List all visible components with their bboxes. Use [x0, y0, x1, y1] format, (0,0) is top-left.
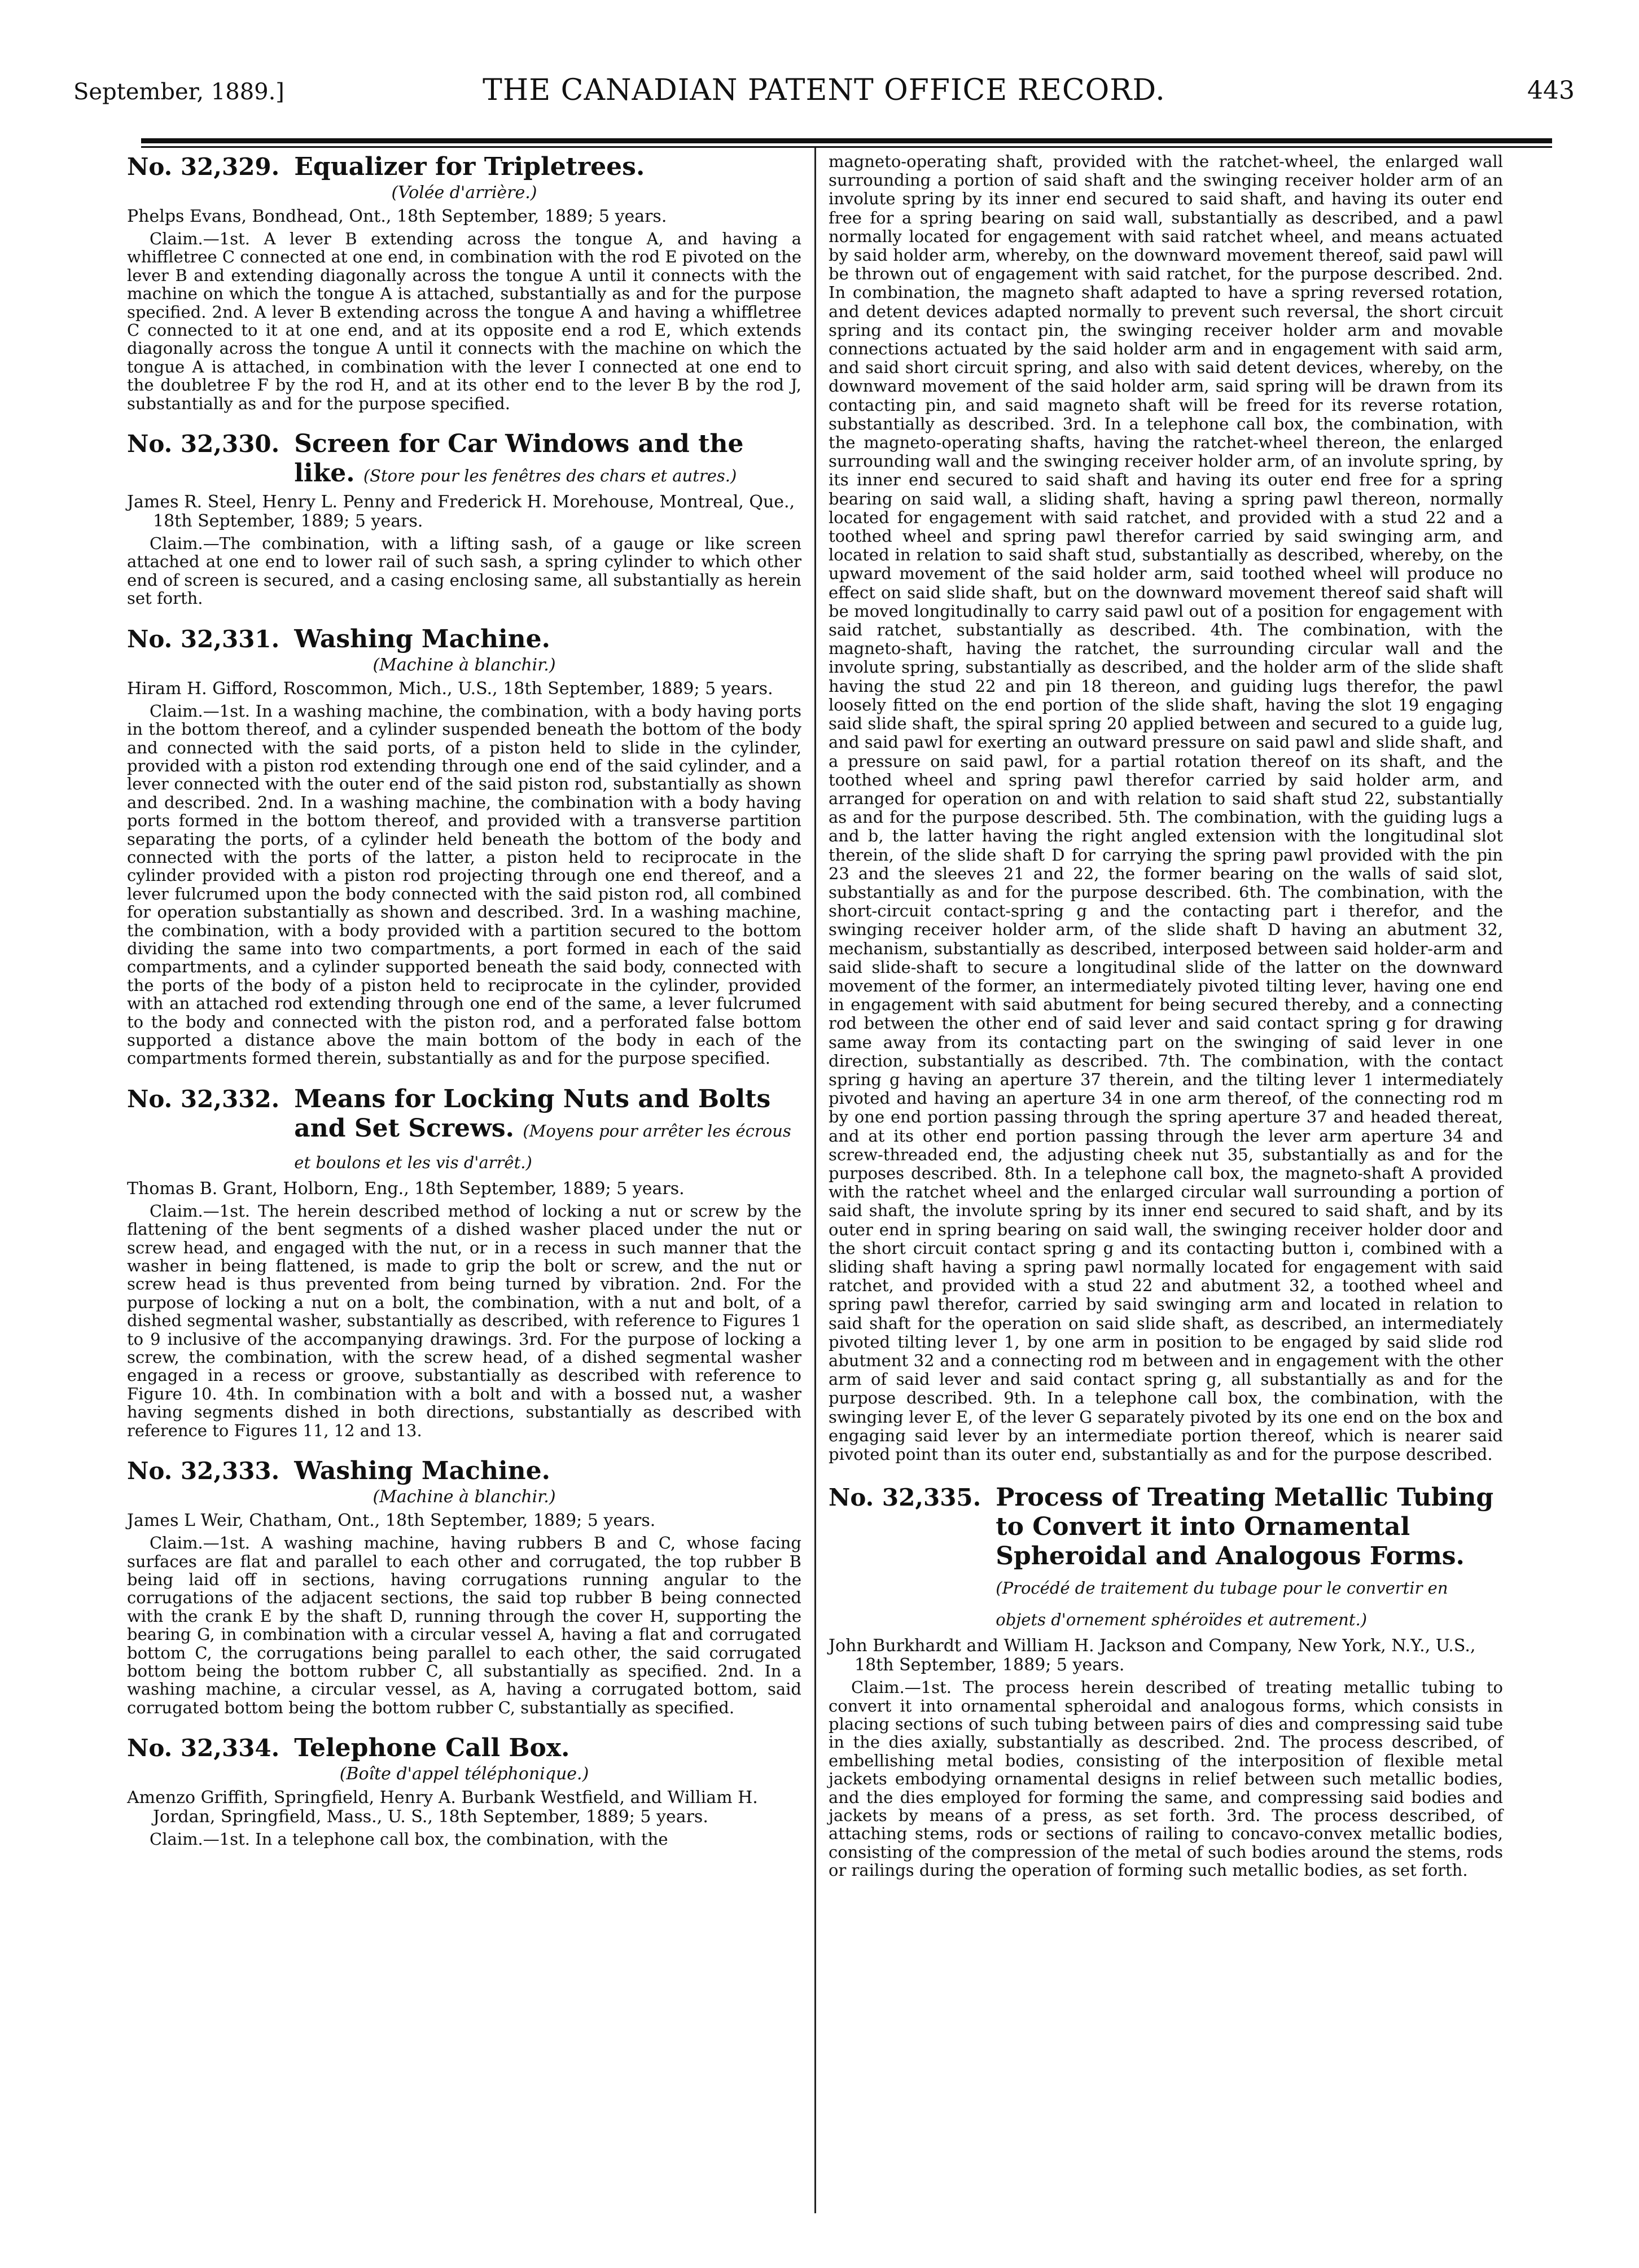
patent-entry-32333 — [127, 1457, 801, 1717]
left-column — [127, 152, 801, 1866]
patent-number: No. 32,334. — [127, 1734, 280, 1762]
header-rule-thin — [141, 146, 1552, 148]
patentee: John Burkhardt and William H. Jackson and Company, New York, N.Y., U.S., 18th September, 1889; 5 years. — [829, 1636, 1476, 1675]
french-title: (Boîte d'appel téléphonique.) — [339, 1764, 589, 1784]
french-title: (Machine à blanchir.) — [373, 655, 556, 675]
patent-title-text: Screen for Car Windows and the like. — [294, 429, 744, 488]
patent-entry-32335 — [829, 1483, 1503, 1879]
claim-text: Claim.—1st. In a telephone call box, the combination, with the — [150, 1830, 668, 1849]
patent-number: No. 32,332. — [127, 1085, 280, 1113]
patentee: James R. Steel, Henry L. Penny and Frederick H. Morehouse, Montreal, Que., 18th September, 1889; 5 years. — [127, 492, 795, 532]
patent-number: No. 32,333. — [127, 1457, 280, 1485]
french-title: (Machine à blanchir.) — [373, 1487, 556, 1507]
entry-heading — [127, 1734, 801, 1763]
patent-entry-32329 — [127, 152, 801, 413]
patent-number: No. 32,331. — [127, 625, 280, 653]
header-rule-thick — [141, 138, 1552, 143]
entry-heading — [127, 625, 801, 654]
patentee: Thomas B. Grant, Holborn, Eng., 18th September, 1889; 5 years. — [127, 1178, 685, 1199]
page-header — [73, 73, 1575, 113]
header-date: September, 1889.] — [73, 79, 284, 105]
patent-entry-32330 — [127, 429, 801, 608]
patent-title: Washing Machine. — [294, 1457, 550, 1486]
entry-heading — [829, 1483, 1503, 1634]
patent-number: No. 32,329. — [127, 153, 280, 181]
patent-entry-32334 — [127, 1734, 801, 1848]
patentee: Hiram H. Gifford, Roscommon, Mich., U.S., 18th September, 1889; 5 years. — [127, 678, 773, 699]
patent-entry-32331 — [127, 625, 801, 1068]
claim-text: Claim.—1st. A lever B extending across the tongue A, and having a whiffletree C connected at one end, in combination with the rod E pivoted on the lever B and extending diagonally across the tongue A until it connects with the machine on which the tongue A is attached, substantially as and for the purpose specified. 2nd. A lever B extending across the tongue A and having a whiffletree C connected to it at one end, and at its opposite end a rod E, which extends diagonally across the tongue A until it connects with the machine on which the tongue A is attached, in combination with the lever I connected at one end to the doubletree F by the rod H, and at its other end to the lever B by the rod J, substantially as and for the purpose specified. — [127, 229, 801, 413]
claim-text: Claim.—1st. The process herein described of treating metallic tubing to convert it into ornamental spheroidal and analogous forms, which consists in placing sections of such tubing between pairs of dies and compressing said tube in the dies axially, substantially as described. 2nd. The process described, of embellishing metal bodies, consisting of the interposition of flexible metal jackets embodying ornamental designs in relief between such metallic bodies, and the dies employed for forming the same, and compressing said bodies and jackets by means of a press, as set forth. 3rd. The process described, of attaching stems, rods or sections of railing to concavo-convex metallic bodies, consisting of the compression of the metal of such bodies around the stems, rods or railings during the operation of forming such metallic bodies, as set forth. — [829, 1678, 1503, 1880]
patent-entry-32332 — [127, 1085, 801, 1440]
patent-number: No. 32,330. — [127, 430, 280, 458]
column-divider — [814, 148, 816, 2213]
entry-heading — [127, 152, 801, 182]
claim-text: Claim.—1st. In a washing machine, the combination, with a body having ports in the bottom thereof, and a cylinder suspended beneath the bottom of the body and connected with the said ports, of a piston held to slide in the cylinder, provided with a piston rod extending through one end of the said cylinder, and a lever connected with the outer end of the said piston rod, substantially as shown and described. 2nd. In a washing machine, the combination with a body having ports formed in the bottom thereof, and provided with a transverse partition separating the ports, of a cylinder held beneath the bottom of the body and connected with the ports of the latter, a piston held to reciprocate in the cylinder provided with a piston rod projecting through one end thereof, and a lever fulcrumed upon the body connected with the said piston rod, all combined for operation substantially as shown and described. 3rd. In a washing machine, the combination, with a body provided with a partition secured to the bottom dividing the same into two compartments, a port formed in each of the said compartments, and a cylinder supported beneath the said body, connected with the ports of the body of a piston held to reciprocate in the cylinder, provided with an attached rod extending through one end of the same, a lever fulcrumed to the body and connected with the piston rod, and a perforated false bottom supported a distance above the main bottom of the body in each of the compartments formed therein, substantially as and for the purpose specified. — [127, 701, 801, 1068]
patent-number: No. 32,335. — [829, 1484, 981, 1512]
entry-heading — [127, 1085, 801, 1177]
french-title: (Moyens pour arrêter les écrous et boulons et les vis d'arrêt.) — [294, 1121, 791, 1172]
patentee: Phelps Evans, Bondhead, Ont., 18th September, 1889; 5 years. — [127, 207, 667, 226]
patentee: James L Weir, Chatham, Ont., 18th September, 1889; 5 years. — [127, 1511, 656, 1531]
header-page-number: 443 — [1527, 76, 1575, 105]
header-title: THE CANADIAN PATENT OFFICE RECORD. — [483, 73, 1165, 107]
patent-title — [996, 1483, 1503, 1634]
patent-title — [294, 1085, 801, 1177]
claim-text: Claim.—1st. The herein described method of locking a nut or screw by the flattening of the bent segments of a dished washer placed under the nut or screw head, and engaged with the nut, or in a recess in such manner that the washer in being flattened, is made to grip the bolt or screw, and the nut or screw head is thus prevented from being turned by vibration. 2nd. For the purpose of locking a nut on a bolt, the combination, with a nut and bolt, of a dished segmental washer, substantially as described, with reference to Figures 1 to 9 inclusive of the accompanying drawings. 3rd. For the purpose of locking a screw, the combination, with the screw head, of a dished segmental washer engaged in a recess or groove, substantially as described with reference to Figure 10. 4th. In combination with a bolt and with a bossed nut, a washer having segments dished in both directions, substantially as described with reference to Figures 11, 12 and 13. — [127, 1201, 801, 1440]
patentee: Amenzo Griffith, Springfield, Henry A. Burbank Westfield, and William H. Jordan, Springfield, Mass., U. S., 18th September, 1889; 5 years. — [127, 1788, 758, 1827]
claim-text: Claim.—The combination, with a lifting sash, of a gauge or like screen attached at one end to lower rail of such sash, a spring cylinder to which other end of screen is secured, and a casing enclosing same, all substantially as herein set forth. — [127, 534, 801, 608]
patent-title-text: Process of Treating Metallic Tubing to Convert it into Ornamental Spheroidal and Analogous Forms. — [996, 1483, 1494, 1571]
right-column — [829, 152, 1503, 1897]
claim-continuation-32334: magneto-operating shaft, provided with the ratchet-wheel, the enlarged wall surrounding a portion of said shaft and the swinging receiver holder arm of an involute spring by its inner end secured to said shaft, and having its outer end free for a spring bearing on said wall, substantially as described, and a pawl normally located for engagement with said ratchet wheel, and means actuated by said holder arm, whereby, on the downward movement thereof, said pawl will be thrown out of engagement with said ratchet, for the purpose described. 2nd. In combination, the magneto shaft adapted to have a spring reversed rotation, and detent devices adapted normally to prevent such reversal, the short circuit spring and its contact pin, the swinging receiver holder arm and movable connections actuated by the said holder arm and in engagement with said arm, and said short circuit spring, and also with said detent devices, whereby, on the downward movement of the said holder arm, said spring will be drawn from its contacting pin, and said magneto shaft will be freed for its reverse rotation, substantially as described. 3rd. In a telephone call box, the combination, with the magneto-operating shafts, having the ratchet-wheel thereon, the enlarged surrounding wall and the swinging receiver holder arm, of an involute spring, by its inner end secured to said shaft and having its outer end free for a spring bearing on said wall, a sliding shaft, having a spring pawl thereon, normally located for engagement with said ratchet, and provided with a stud 22 and a toothed wheel and spring pawl therefor carried by said swinging arm, and located in relation to said shaft stud, substantially as described, whereby, on the upward movement of the said holder arm, said toothed wheel will produce no effect on said slide shaft, but on the downward movement thereof said shaft will be moved longitudinally to carry said pawl out of a position for engagement with said ratchet, substantially as described. 4th. The combination, with the magneto-shaft, having the ratchet, the surrounding circular wall and the involute spring, substantially as described, and the holder arm of the slide shaft having the stud 22 and pin 18 thereon, and guiding lugs therefor, the pawl loosely fitted on the end portion of the slide shaft, having the slot 19 engaging said slide shaft, the spiral spring 20 applied between and secured to a guide lug, and said pawl for exerting an outward pressure on said pawl and slide shaft, and a pressure on said pawl, for a partial rotation thereof on its shaft, and the toothed wheel and spring pawl therefor carried by said holder arm, and arranged for operation on and with relation to said shaft stud 22, substantially as and for the purpose described. 5th. The combination, with the guiding lugs a and b, the latter having the right angled extension with the longitudinal slot therein, of the slide shaft D for carrying the spring pawl provided with the pin 23 and the sleeves 21 and 22, the former bearing on the walls of said slot, substantially as and for the purpose described. 6th. The combination, with the short-circuit contact-spring g and the contacting part i therefor, and the swinging receiver holder arm, of the slide shaft D having an abutment 32, mechanism, substantially as described, interposed between said holder-arm and said slide-shaft to secure a longitudinal slide of the latter on the downward movement of the former, an intermediately pivoted tilting lever, having one end in engagement with said abutment for being secured thereby, and a connecting rod between the other end of said lever and said contact spring g for drawing same away from its contacting part on the swinging of said lever in one direction, substantially as described. 7th. The combination, with the contact spring g having an aperture 37 therein, and the tilting lever 1 intermediately pivoted and having an aperture 34 in one arm thereof, of the connecting rod m by one end portion passing through the spring aperture 37 and headed thereat, and at its other end portion passing through the lever arm aperture 34 and screw-threaded end, the adjusting cheek nut 35, substantially as and for the purposes described. 8th. In a telephone call box, the magneto-shaft A provided with the ratchet wheel and the enlarged circular wall surrounding a portion of said shaft, the involute spring by its inner end secured to said shaft, and by its outer end in spring bearing on said wall, the swinging receiver holder door and the short circuit contact spring g and its contacting button i, combined with a sliding shaft having a spring pawl normally located for engagement with said ratchet, and provided with a stud 22 and abutment 32, a toothed wheel and spring pawl therefor, carried by said swinging arm and located in relation to said shaft for the operation on said slide shaft, as described, an intermediately pivoted tilting lever 1, by one arm in position to be engaged by said slide rod abutment 32 and a connecting rod m between and in engagement with the other arm of said lever and said contact spring g, all substantially as and for the purpose described. 9th. In a telephone call box, the combination, with the swinging lever E, of the lever G separately pivoted by its one end on the box and engaging said lever by an intermediate portion thereof, which is nearer said pivoted point than its outer end, substantially as and for the purpose described. — [829, 152, 1503, 1464]
french-title: (Procédé de traitement du tubage pour le convertir en objets d'ornement sphéroïdes et autrement.) — [996, 1578, 1448, 1630]
patent-title: Washing Machine. — [294, 624, 550, 653]
french-title: (Store pour les fenêtres des chars et autres.) — [363, 466, 737, 486]
patent-title — [294, 429, 801, 490]
entry-heading — [127, 1457, 801, 1486]
patent-title-text: Means for Locking Nuts and Bolts and Set Screws. — [294, 1084, 771, 1143]
patent-title: Equalizer for Tripletrees. — [294, 152, 645, 181]
patent-title: Telephone Call Box. — [294, 1734, 570, 1763]
claim-text: Claim.—1st. A washing machine, having rubbers B and C, whose facing surfaces are flat and parallel to each other and corrugated, the top rubber B being laid off in sections, having corrugations running angular to the corrugations of the adjacent sections, the said top rubber B being connected with the crank E by the shaft D, running through the cover H, supporting the bearing G, in combination with a circular vessel A, having a flat and corrugated bottom C, the corrugations being parallel to each other, the said corrugated bottom being the bottom rubber C, all substantially as specified. 2nd. In a washing machine, a circular vessel, as A, having a corrugated bottom, said corrugated bottom being the bottom rubber C, substantially as specified. — [127, 1533, 801, 1717]
french-title: (Volée d'arrière.) — [391, 183, 537, 203]
entry-heading — [127, 429, 801, 490]
